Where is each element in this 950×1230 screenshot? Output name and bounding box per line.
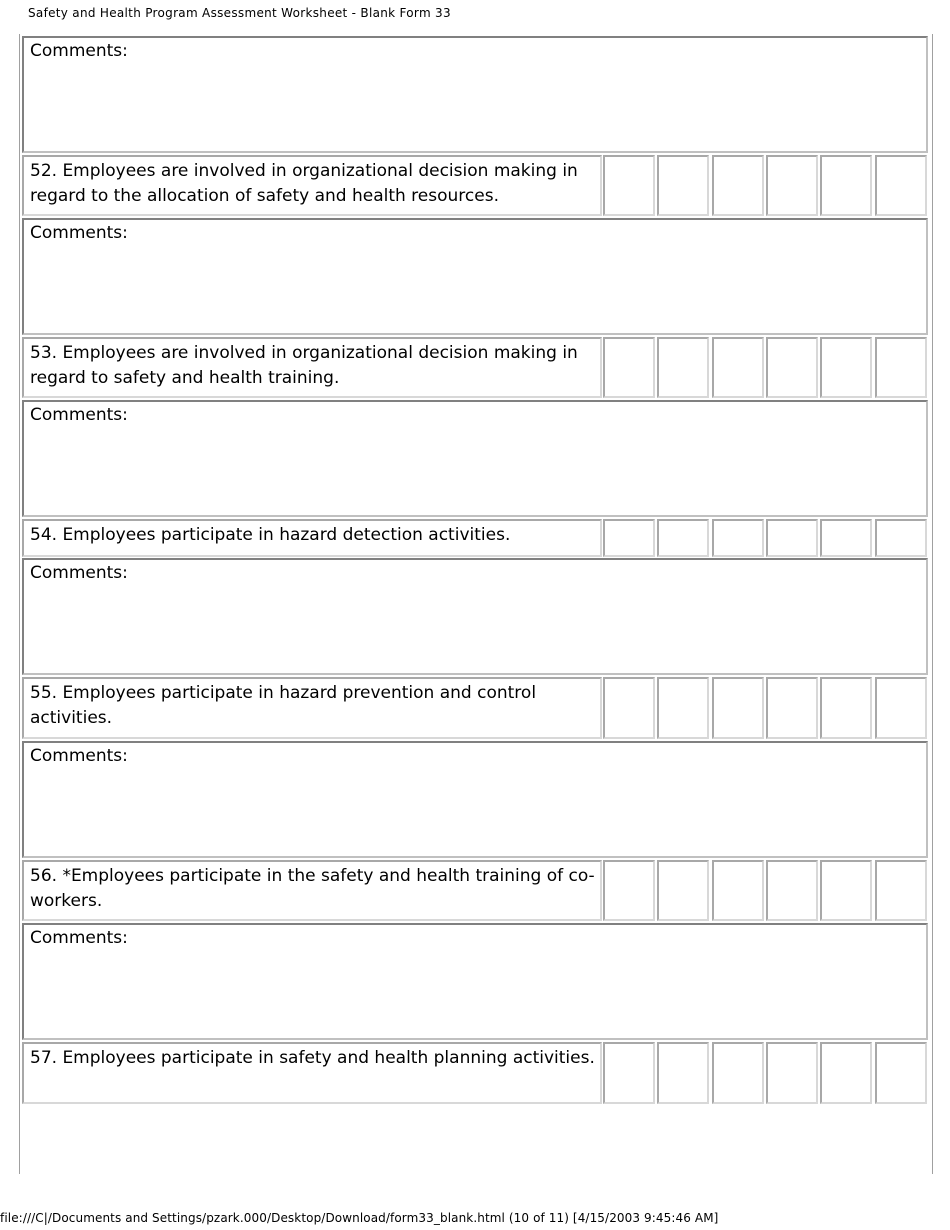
comments-label: Comments:: [30, 563, 128, 583]
comments-box[interactable]: [22, 923, 928, 1040]
rating-cell[interactable]: [820, 860, 872, 921]
rating-cell[interactable]: [766, 337, 818, 398]
question-text: 52. Employees are involved in organizational decision making in regard to the allocation of safety and health resources.: [30, 161, 578, 206]
rating-cell[interactable]: [657, 860, 709, 921]
rating-cell[interactable]: [820, 1042, 872, 1104]
question-text: 53. Employees are involved in organizational decision making in regard to safety and health training.: [30, 343, 578, 388]
rating-cell[interactable]: [766, 519, 818, 557]
comments-box[interactable]: [22, 400, 928, 517]
rating-cell[interactable]: [657, 519, 709, 557]
rating-cell[interactable]: [766, 1042, 818, 1104]
question-cell: [22, 860, 602, 921]
rating-cell[interactable]: [603, 519, 655, 557]
question-text: 57. Employees participate in safety and health planning activities.: [30, 1048, 595, 1068]
rating-cell[interactable]: [766, 155, 818, 216]
rating-cell[interactable]: [712, 519, 764, 557]
rating-cell[interactable]: [603, 337, 655, 398]
rating-cell[interactable]: [657, 155, 709, 216]
rating-cell[interactable]: [820, 677, 872, 739]
comments-label: Comments:: [30, 405, 128, 425]
rating-cell[interactable]: [657, 337, 709, 398]
rating-cell[interactable]: [875, 677, 927, 739]
question-text: 55. Employees participate in hazard prevention and control activities.: [30, 683, 537, 728]
rating-cell[interactable]: [712, 337, 764, 398]
question-cell: [22, 337, 602, 398]
page-footer-path: file:///C|/Documents and Settings/pzark.000/Desktop/Download/form33_blank.html (10 of 11) [4/15/2003 9:45:46 AM]: [0, 1211, 719, 1225]
comments-label: Comments:: [30, 928, 128, 948]
question-cell: [22, 155, 602, 216]
comments-label: Comments:: [30, 41, 128, 61]
question-cell: [22, 1042, 602, 1104]
rating-cell[interactable]: [712, 860, 764, 921]
comments-label: Comments:: [30, 223, 128, 243]
question-cell: [22, 677, 602, 739]
rating-cell[interactable]: [657, 677, 709, 739]
rating-cell[interactable]: [712, 677, 764, 739]
rating-cell[interactable]: [875, 337, 927, 398]
question-text: 54. Employees participate in hazard detection activities.: [30, 525, 511, 545]
comments-box[interactable]: [22, 218, 928, 335]
question-text: 56. *Employees participate in the safety and health training of co-workers.: [30, 866, 595, 911]
comments-box[interactable]: [22, 741, 928, 858]
page-header-title: Safety and Health Program Assessment Worksheet - Blank Form 33: [28, 6, 451, 20]
comments-box[interactable]: [22, 558, 928, 675]
rating-cell[interactable]: [603, 155, 655, 216]
rating-cell[interactable]: [657, 1042, 709, 1104]
rating-cell[interactable]: [603, 677, 655, 739]
rating-cell[interactable]: [712, 155, 764, 216]
rating-cell[interactable]: [875, 860, 927, 921]
comments-box[interactable]: [22, 36, 928, 153]
rating-cell[interactable]: [712, 1042, 764, 1104]
rating-cell[interactable]: [820, 155, 872, 216]
rating-cell[interactable]: [603, 1042, 655, 1104]
rating-cell[interactable]: [820, 337, 872, 398]
question-cell: [22, 519, 602, 557]
rating-cell[interactable]: [766, 860, 818, 921]
rating-cell[interactable]: [820, 519, 872, 557]
rating-cell[interactable]: [875, 155, 927, 216]
rating-cell[interactable]: [766, 677, 818, 739]
rating-cell[interactable]: [875, 1042, 927, 1104]
rating-cell[interactable]: [603, 860, 655, 921]
rating-cell[interactable]: [875, 519, 927, 557]
comments-label: Comments:: [30, 746, 128, 766]
